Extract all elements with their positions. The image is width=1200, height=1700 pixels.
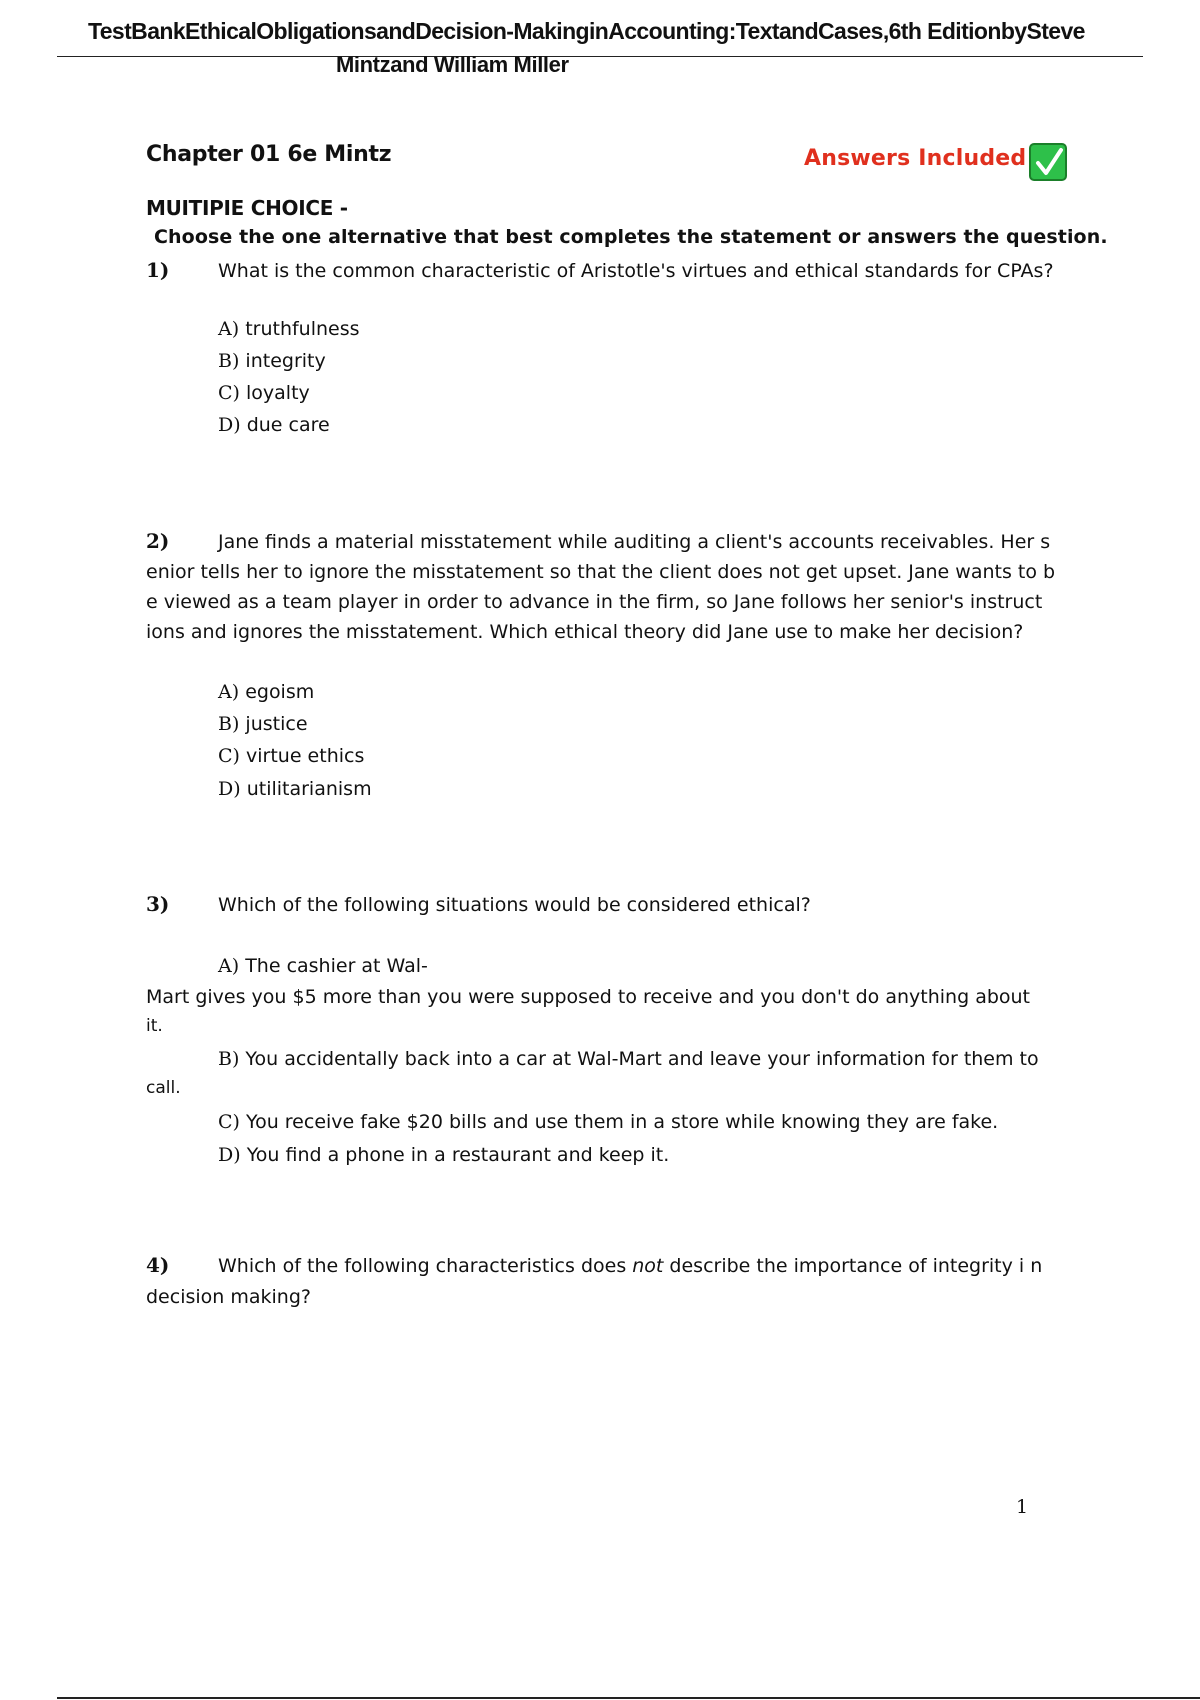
question-3-option-c bbox=[218, 1111, 998, 1133]
question-1-option-a bbox=[218, 318, 360, 340]
question-2-option-b bbox=[218, 713, 308, 735]
question-4-text-cont: decision making? bbox=[146, 1286, 311, 1308]
option-text: virtue ethics bbox=[246, 745, 365, 767]
answers-included-label: Answers Included bbox=[804, 146, 1027, 171]
question-2-line-3: e viewed as a team player in order to advance in the firm, so Jane follows her senior's instruct bbox=[146, 591, 1043, 613]
option-letter: B) bbox=[218, 350, 240, 372]
question-3-text: Which of the following situations would be considered ethical? bbox=[218, 894, 811, 916]
option-letter: C) bbox=[218, 745, 240, 767]
question-2-number: 2) bbox=[146, 529, 170, 553]
question-4-text-before: Which of the following characteristics does bbox=[218, 1255, 633, 1277]
option-letter: D) bbox=[218, 778, 241, 800]
option-letter: A) bbox=[218, 318, 240, 340]
option-text: due care bbox=[246, 414, 330, 436]
question-3-option-b-cont: call. bbox=[146, 1078, 181, 1098]
section-heading: MUITIPIE CHOICE - bbox=[146, 196, 348, 220]
question-3-option-b bbox=[218, 1048, 1039, 1070]
question-2-option-c bbox=[218, 745, 364, 767]
page-number: 1 bbox=[1016, 1496, 1029, 1518]
option-letter: A) bbox=[218, 681, 240, 703]
question-4-number: 4) bbox=[146, 1253, 170, 1277]
question-4-text-after: describe the importance of integrity i n bbox=[663, 1255, 1043, 1277]
question-1-option-c bbox=[218, 382, 310, 404]
option-text: You accidentally back into a car at Wal-Mart and leave your information for them to bbox=[245, 1048, 1039, 1070]
question-1-text: What is the common characteristic of Aristotle's virtues and ethical standards for CPAs? bbox=[218, 260, 1054, 282]
document-header-title: TestBankEthicalObligationsandDecision-MakinginAccounting:TextandCases,6th EditionbySteve bbox=[88, 18, 1085, 44]
question-2-line-1: Jane finds a material misstatement while auditing a client's accounts receivables. Her s bbox=[218, 531, 1051, 553]
question-3-option-d bbox=[218, 1144, 669, 1166]
check-box-icon bbox=[1029, 143, 1067, 181]
question-2-line-4: ions and ignores the misstatement. Which ethical theory did Jane use to make her decision? bbox=[146, 621, 1024, 643]
option-letter: B) bbox=[218, 713, 240, 735]
option-letter: C) bbox=[218, 382, 240, 404]
option-text: egoism bbox=[245, 681, 315, 703]
instructions: Choose the one alternative that best completes the statement or answers the question. bbox=[154, 226, 1108, 248]
option-text: You receive fake $20 bills and use them in a store while knowing they are fake. bbox=[246, 1111, 999, 1133]
question-2-option-a bbox=[218, 681, 314, 703]
question-4-emphasis: not bbox=[632, 1255, 664, 1277]
question-4-text bbox=[218, 1251, 1042, 1281]
option-text: You find a phone in a restaurant and keep it. bbox=[246, 1144, 670, 1166]
header-divider bbox=[57, 56, 1143, 57]
question-1-option-d bbox=[218, 414, 330, 436]
option-text: truthfulness bbox=[245, 318, 360, 340]
footer-divider bbox=[57, 1697, 1200, 1699]
document-header-subtitle: Mintzand William Miller bbox=[336, 52, 569, 77]
chapter-heading: Chapter 01 6e Mintz bbox=[146, 142, 392, 167]
option-letter: A) bbox=[218, 955, 240, 977]
question-3-option-a-cont-1: Mart gives you $5 more than you were supposed to receive and you don't do anything about bbox=[146, 986, 1031, 1008]
question-1-number: 1) bbox=[146, 258, 170, 282]
option-text: loyalty bbox=[246, 382, 310, 404]
option-letter: D) bbox=[218, 414, 241, 436]
question-2-line-2: enior tells her to ignore the misstatement so that the client does not get upset. Jane wants to b bbox=[146, 561, 1056, 583]
option-letter: D) bbox=[218, 1144, 241, 1166]
question-3-option-a bbox=[218, 955, 428, 977]
option-text: justice bbox=[245, 713, 308, 735]
question-3-option-a-cont-2: it. bbox=[146, 1016, 163, 1036]
question-3-number: 3) bbox=[146, 892, 170, 916]
question-1-option-b bbox=[218, 350, 326, 372]
option-text: integrity bbox=[245, 350, 326, 372]
option-letter: C) bbox=[218, 1111, 240, 1133]
question-2-option-d bbox=[218, 778, 372, 800]
option-text: utilitarianism bbox=[246, 778, 372, 800]
option-text: The cashier at Wal- bbox=[245, 955, 428, 977]
option-letter: B) bbox=[218, 1048, 240, 1070]
